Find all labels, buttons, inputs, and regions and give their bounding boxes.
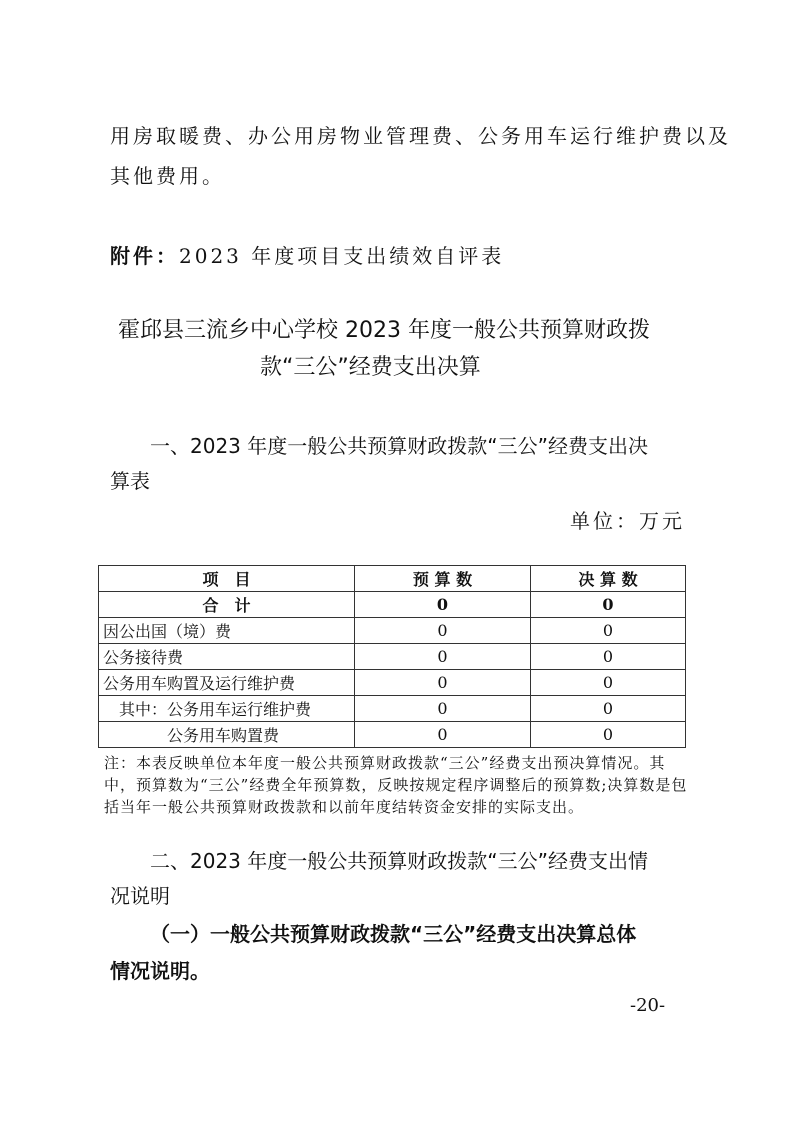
section-heading: 算表 [110,469,150,493]
table-row [99,722,686,748]
row-item: 公务用车购置费 [99,722,355,748]
section-heading: 二、2023 年度一般公共预算财政拨款“三公”经费支出情 [150,849,648,873]
header-budget: 预 算 数 [355,566,531,592]
attachment-text: 2023 年度项目支出绩效自评表 [179,244,505,268]
row-final: 0 [531,696,686,722]
row-final: 0 [531,670,686,696]
row-item: 公务用车购置及运行维护费 [99,670,355,696]
table-row [99,644,686,670]
page-number: -20- [630,995,666,1016]
section-heading: 一、2023 年度一般公共预算财政拨款“三公”经费支出决 [150,434,648,458]
row-budget: 0 [355,644,531,670]
row-item: 其中：公务用车运行维护费 [99,696,355,722]
row-final: 0 [531,722,686,748]
row-item: 因公出国（境）费 [99,618,355,644]
row-final: 0 [531,592,686,618]
doc-title: 款“三公”经费支出决算 [260,355,481,380]
section-heading: 况说明 [110,884,170,908]
row-budget: 0 [355,696,531,722]
row-budget: 0 [355,722,531,748]
subsection-heading: 情况说明。 [110,959,210,983]
row-final: 0 [531,618,686,644]
row-item: 公务接待费 [99,644,355,670]
doc-title: 霍邱县三流乡中心学校 2023 年度一般公共预算财政拨 [118,318,650,343]
expense-table [98,565,686,748]
table-row [99,618,686,644]
attachment-label: 附件： [110,244,179,268]
header-item: 项 目 [99,566,355,592]
row-budget: 0 [355,618,531,644]
table-note: 注：本表反映单位本年度一般公共预算财政拨款“三公”经费支出预决算情况。其中，预算数为“三公”经费全年预算数，反映按规定程序调整后的预算数;决算数是包括当年一般公共预算财政拨款和以前年度结转资金安排的实际支出。 [104,754,688,816]
row-item: 合 计 [99,592,355,618]
row-budget: 0 [355,670,531,696]
intro-line: 其他费用。 [110,164,225,188]
table-row [99,696,686,722]
unit-label: 单位：万元 [570,509,685,533]
subsection-heading: （一）一般公共预算财政拨款“三公”经费支出决算总体 [150,922,637,946]
row-final: 0 [531,644,686,670]
table-row [99,592,686,618]
table-header [99,566,686,592]
table-row [99,670,686,696]
intro-line: 用房取暖费、办公用房物业管理费、公务用车运行维护费以及 [110,124,731,148]
row-budget: 0 [355,592,531,618]
header-final: 决 算 数 [531,566,686,592]
